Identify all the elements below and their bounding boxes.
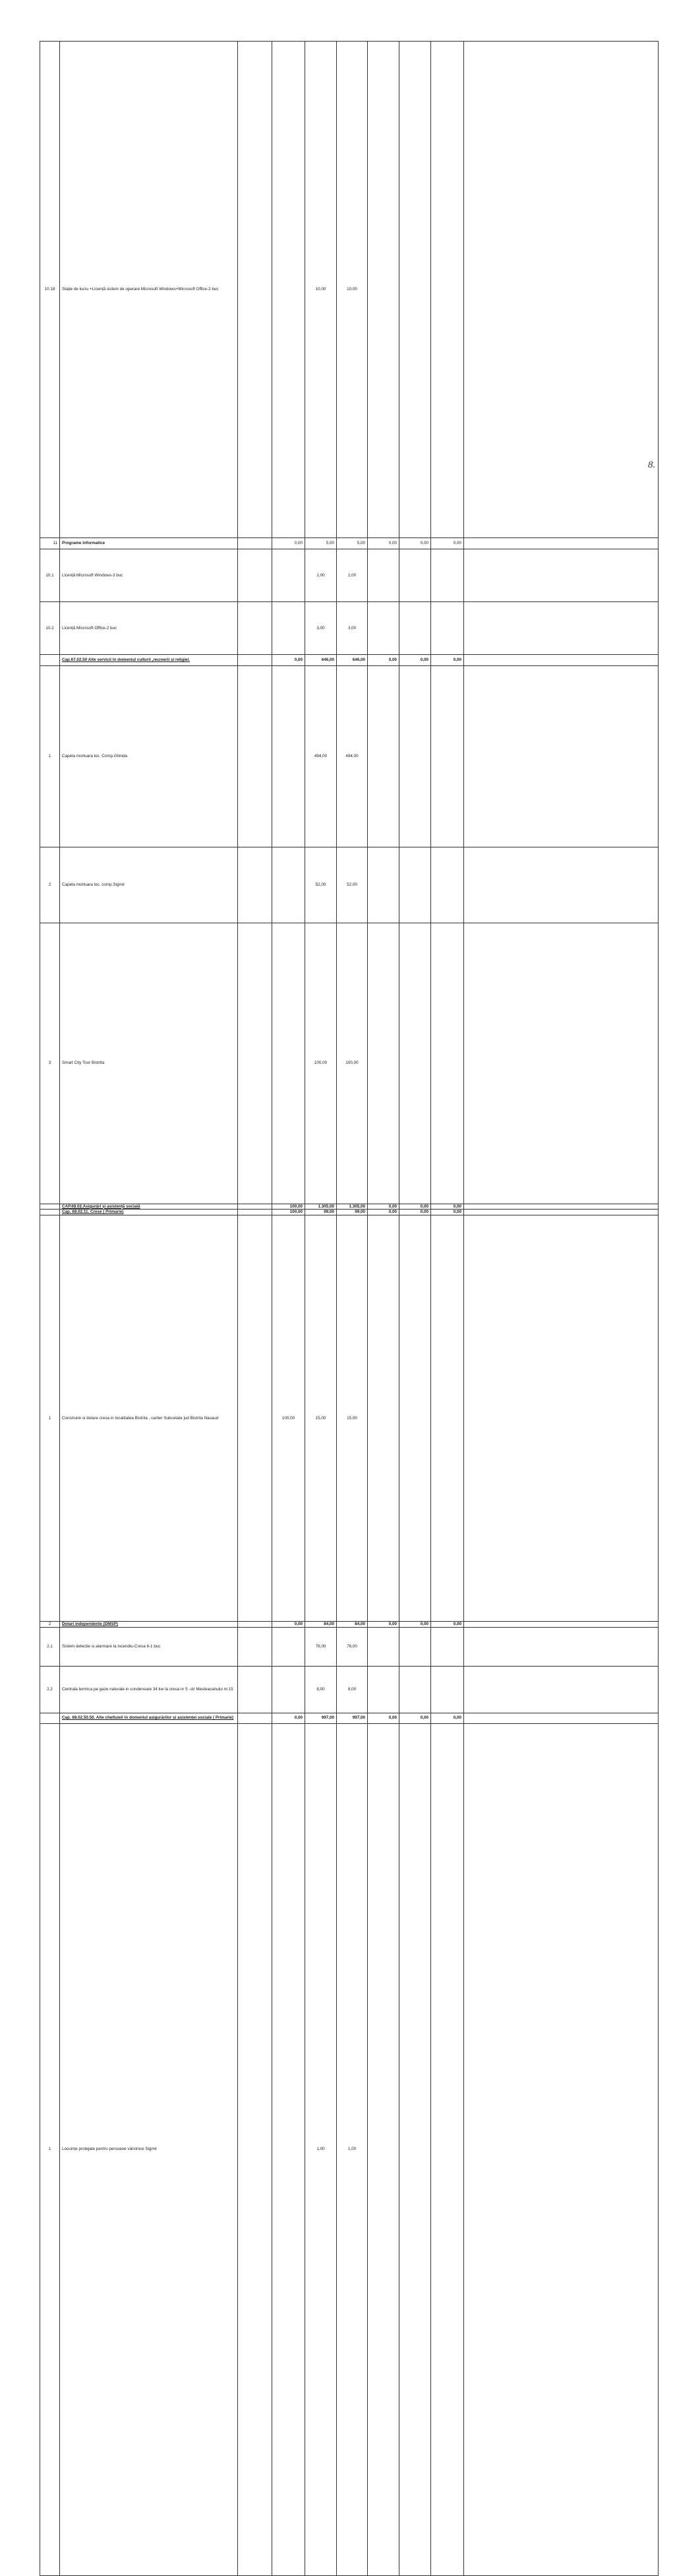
row-value: 646,00 xyxy=(337,655,368,666)
row-value xyxy=(368,1723,399,2575)
row-value: 0,00 xyxy=(431,1622,464,1628)
row-value: 0,00 xyxy=(272,1713,305,1723)
row-number xyxy=(40,1204,60,1210)
page-number: 8. xyxy=(648,460,656,470)
row-name: Capela mortuara loc. Comp.Ghinda xyxy=(60,666,238,847)
row-value: 15,00 xyxy=(337,1215,368,1621)
row-value xyxy=(238,666,272,847)
row-value: 2,00 xyxy=(305,549,337,601)
row-value xyxy=(238,1210,272,1215)
row-value xyxy=(238,1622,272,1628)
table-row xyxy=(40,655,659,666)
row-value xyxy=(464,1667,659,1713)
row-name: Programe informatice xyxy=(60,537,238,549)
row-value xyxy=(464,602,659,655)
row-name: Locuințe protejate pentru persoane vârstnice Sigmir xyxy=(60,1723,238,2575)
row-value: 84,00 xyxy=(337,1622,368,1628)
row-value xyxy=(238,602,272,655)
row-value: 0,00 xyxy=(368,537,399,549)
row-value: 15,00 xyxy=(305,1215,337,1621)
row-value xyxy=(368,549,399,601)
row-value xyxy=(399,1627,431,1667)
row-value xyxy=(238,847,272,923)
table-row xyxy=(40,1667,659,1713)
row-value: 3,00 xyxy=(337,602,368,655)
row-value xyxy=(399,1723,431,2575)
row-value: 0,00 xyxy=(399,1204,431,1210)
row-value xyxy=(368,42,399,538)
row-value: 5,00 xyxy=(305,537,337,549)
row-value xyxy=(272,42,305,538)
row-value: 0,00 xyxy=(431,1713,464,1723)
row-name: Cap. 68.02.50.50. Alte cheltuieli în domeniul asigurărilor și asistenței sociale ( Primarie) xyxy=(60,1713,238,1723)
row-value xyxy=(464,655,659,666)
row-name: CAP.68.02.Asigurări și asistență socială xyxy=(60,1204,238,1210)
table-row xyxy=(40,923,659,1204)
row-value: 997,00 xyxy=(337,1713,368,1723)
row-value xyxy=(272,847,305,923)
row-value: 494,00 xyxy=(305,666,337,847)
table-row xyxy=(40,666,659,847)
row-value xyxy=(399,602,431,655)
row-value xyxy=(431,1627,464,1667)
row-value: 76,00 xyxy=(337,1627,368,1667)
row-value xyxy=(399,847,431,923)
row-value xyxy=(431,666,464,847)
row-value xyxy=(431,42,464,538)
row-value xyxy=(399,42,431,538)
row-value xyxy=(399,549,431,601)
row-value: 5,00 xyxy=(337,537,368,549)
row-number: 3 xyxy=(40,923,60,1204)
row-value: 2,00 xyxy=(337,549,368,601)
row-value xyxy=(464,1627,659,1667)
row-value xyxy=(272,1627,305,1667)
row-value: 3,00 xyxy=(305,602,337,655)
row-value xyxy=(368,602,399,655)
row-value xyxy=(399,1667,431,1713)
table-row xyxy=(40,602,659,655)
row-number xyxy=(40,655,60,666)
row-value xyxy=(272,602,305,655)
row-name: Cap. 68.02.11. Crese ( Primarie) xyxy=(60,1210,238,1215)
row-name: Licență Microsoft Windows-3 buc xyxy=(60,549,238,601)
row-value xyxy=(238,655,272,666)
row-value: 0,00 xyxy=(368,1204,399,1210)
row-value xyxy=(272,1667,305,1713)
row-name: Licență Microsoft Office-2 buc xyxy=(60,602,238,655)
row-value: 8,00 xyxy=(337,1667,368,1713)
table-row xyxy=(40,42,659,538)
row-value: 52,00 xyxy=(337,847,368,923)
row-value: 0,00 xyxy=(272,537,305,549)
row-value: 84,00 xyxy=(305,1622,337,1628)
row-value xyxy=(399,923,431,1204)
row-value xyxy=(464,923,659,1204)
row-value: 0,00 xyxy=(431,655,464,666)
row-name: Smart City Tour Bistrita xyxy=(60,923,238,1204)
row-name: Construire si dotare cresa in localitatea Bistrita , cartier Subcetate jud Bistrita Nasaud xyxy=(60,1215,238,1621)
row-number: 2.2 xyxy=(40,1667,60,1713)
row-name: Stație de lucru +Licență sistem de operare Microsoft Windows+Microsoft Office-2 buc xyxy=(60,42,238,538)
row-value xyxy=(431,847,464,923)
row-value: 0,00 xyxy=(399,1622,431,1628)
row-value: 0,00 xyxy=(272,1622,305,1628)
row-number xyxy=(40,1713,60,1723)
row-value xyxy=(368,1627,399,1667)
row-value xyxy=(464,1723,659,2575)
row-number: 2.1 xyxy=(40,1627,60,1667)
row-value xyxy=(399,666,431,847)
row-number: 11 xyxy=(40,537,60,549)
row-value xyxy=(272,923,305,1204)
table-row xyxy=(40,549,659,601)
row-value: 0,00 xyxy=(431,1204,464,1210)
row-value: 0,00 xyxy=(399,1210,431,1215)
row-value: 0,00 xyxy=(431,1210,464,1215)
row-value xyxy=(464,549,659,601)
row-value: 10,00 xyxy=(337,42,368,538)
row-value xyxy=(238,1713,272,1723)
row-value xyxy=(464,847,659,923)
row-value xyxy=(464,1204,659,1210)
row-number: 1 xyxy=(40,1215,60,1621)
row-value xyxy=(399,1215,431,1621)
row-value: 0,00 xyxy=(431,537,464,549)
row-value xyxy=(238,923,272,1204)
row-value: 0,00 xyxy=(399,655,431,666)
row-number: 2 xyxy=(40,847,60,923)
row-value xyxy=(464,1215,659,1621)
row-value: 100,00 xyxy=(305,923,337,1204)
row-value xyxy=(238,1627,272,1667)
table-row xyxy=(40,1210,659,1215)
table-row xyxy=(40,1204,659,1210)
row-value: 646,00 xyxy=(305,655,337,666)
table-row xyxy=(40,1713,659,1723)
row-value: 997,00 xyxy=(305,1713,337,1723)
row-value xyxy=(431,549,464,601)
row-value xyxy=(368,847,399,923)
row-value: 0,00 xyxy=(272,655,305,666)
row-number xyxy=(40,1210,60,1215)
row-value xyxy=(431,1215,464,1621)
row-value xyxy=(238,42,272,538)
row-value: 0,00 xyxy=(368,1210,399,1215)
row-value xyxy=(238,1723,272,2575)
table-row xyxy=(40,1627,659,1667)
table-row xyxy=(40,1215,659,1621)
row-value: 76,00 xyxy=(305,1627,337,1667)
row-name: Capela mortuara loc. comp.Sigmir xyxy=(60,847,238,923)
row-value: 0,00 xyxy=(368,655,399,666)
row-value xyxy=(464,1713,659,1723)
row-value: 100,00 xyxy=(272,1215,305,1621)
row-value xyxy=(238,549,272,601)
row-value xyxy=(464,537,659,549)
row-value xyxy=(431,1723,464,2575)
row-number: 1 xyxy=(40,666,60,847)
row-value xyxy=(368,1667,399,1713)
row-number: 2 xyxy=(40,1622,60,1628)
row-value xyxy=(238,1667,272,1713)
row-value xyxy=(464,42,659,538)
row-name: Dotari independente (DMSP) xyxy=(60,1622,238,1628)
row-value xyxy=(238,537,272,549)
row-value: 99,00 xyxy=(305,1210,337,1215)
row-value: 0,00 xyxy=(399,537,431,549)
row-value xyxy=(272,549,305,601)
row-value: 100,00 xyxy=(272,1210,305,1215)
row-name: Cap.67.02.50 Alte servicii în domeniul culturii ,recreerii și religiei. xyxy=(60,655,238,666)
row-number: 1 xyxy=(40,1723,60,2575)
row-value xyxy=(464,1622,659,1628)
budget-table xyxy=(40,41,659,2576)
row-name: Sistem detectie si alarmare la incendiu-Cresa 6-1 buc xyxy=(60,1627,238,1667)
row-value: 1,00 xyxy=(337,1723,368,2575)
table-row xyxy=(40,1723,659,2575)
row-value: 1.305,00 xyxy=(337,1204,368,1210)
row-value xyxy=(272,666,305,847)
row-value xyxy=(272,1723,305,2575)
row-value: 10,00 xyxy=(305,42,337,538)
row-value: 99,00 xyxy=(337,1210,368,1215)
row-name: Centrala termica pe gaze naturale in condensare 34 kw la cresa nr 5 -str Mesteacanului nr.15 xyxy=(60,1667,238,1713)
row-value xyxy=(464,1210,659,1215)
row-value xyxy=(431,1667,464,1713)
row-value: 52,00 xyxy=(305,847,337,923)
row-value: 494,00 xyxy=(337,666,368,847)
row-value xyxy=(431,602,464,655)
row-value xyxy=(238,1215,272,1621)
row-value xyxy=(464,666,659,847)
row-value: 1,00 xyxy=(305,1723,337,2575)
row-value xyxy=(368,666,399,847)
row-value: 0,00 xyxy=(399,1713,431,1723)
row-value: 0,00 xyxy=(368,1713,399,1723)
row-value: 0,00 xyxy=(368,1622,399,1628)
table-row xyxy=(40,847,659,923)
table-row xyxy=(40,537,659,549)
table-body xyxy=(40,42,659,2576)
row-value: 8,00 xyxy=(305,1667,337,1713)
row-number: 10.2 xyxy=(40,602,60,655)
row-value xyxy=(368,923,399,1204)
row-value xyxy=(238,1204,272,1210)
table-row xyxy=(40,1622,659,1628)
row-value: 1.305,00 xyxy=(305,1204,337,1210)
row-value xyxy=(431,923,464,1204)
row-value: 100,00 xyxy=(337,923,368,1204)
row-number: 10.18 xyxy=(40,42,60,538)
row-number: 10.1 xyxy=(40,549,60,601)
row-value: 100,00 xyxy=(272,1204,305,1210)
row-value xyxy=(368,1215,399,1621)
